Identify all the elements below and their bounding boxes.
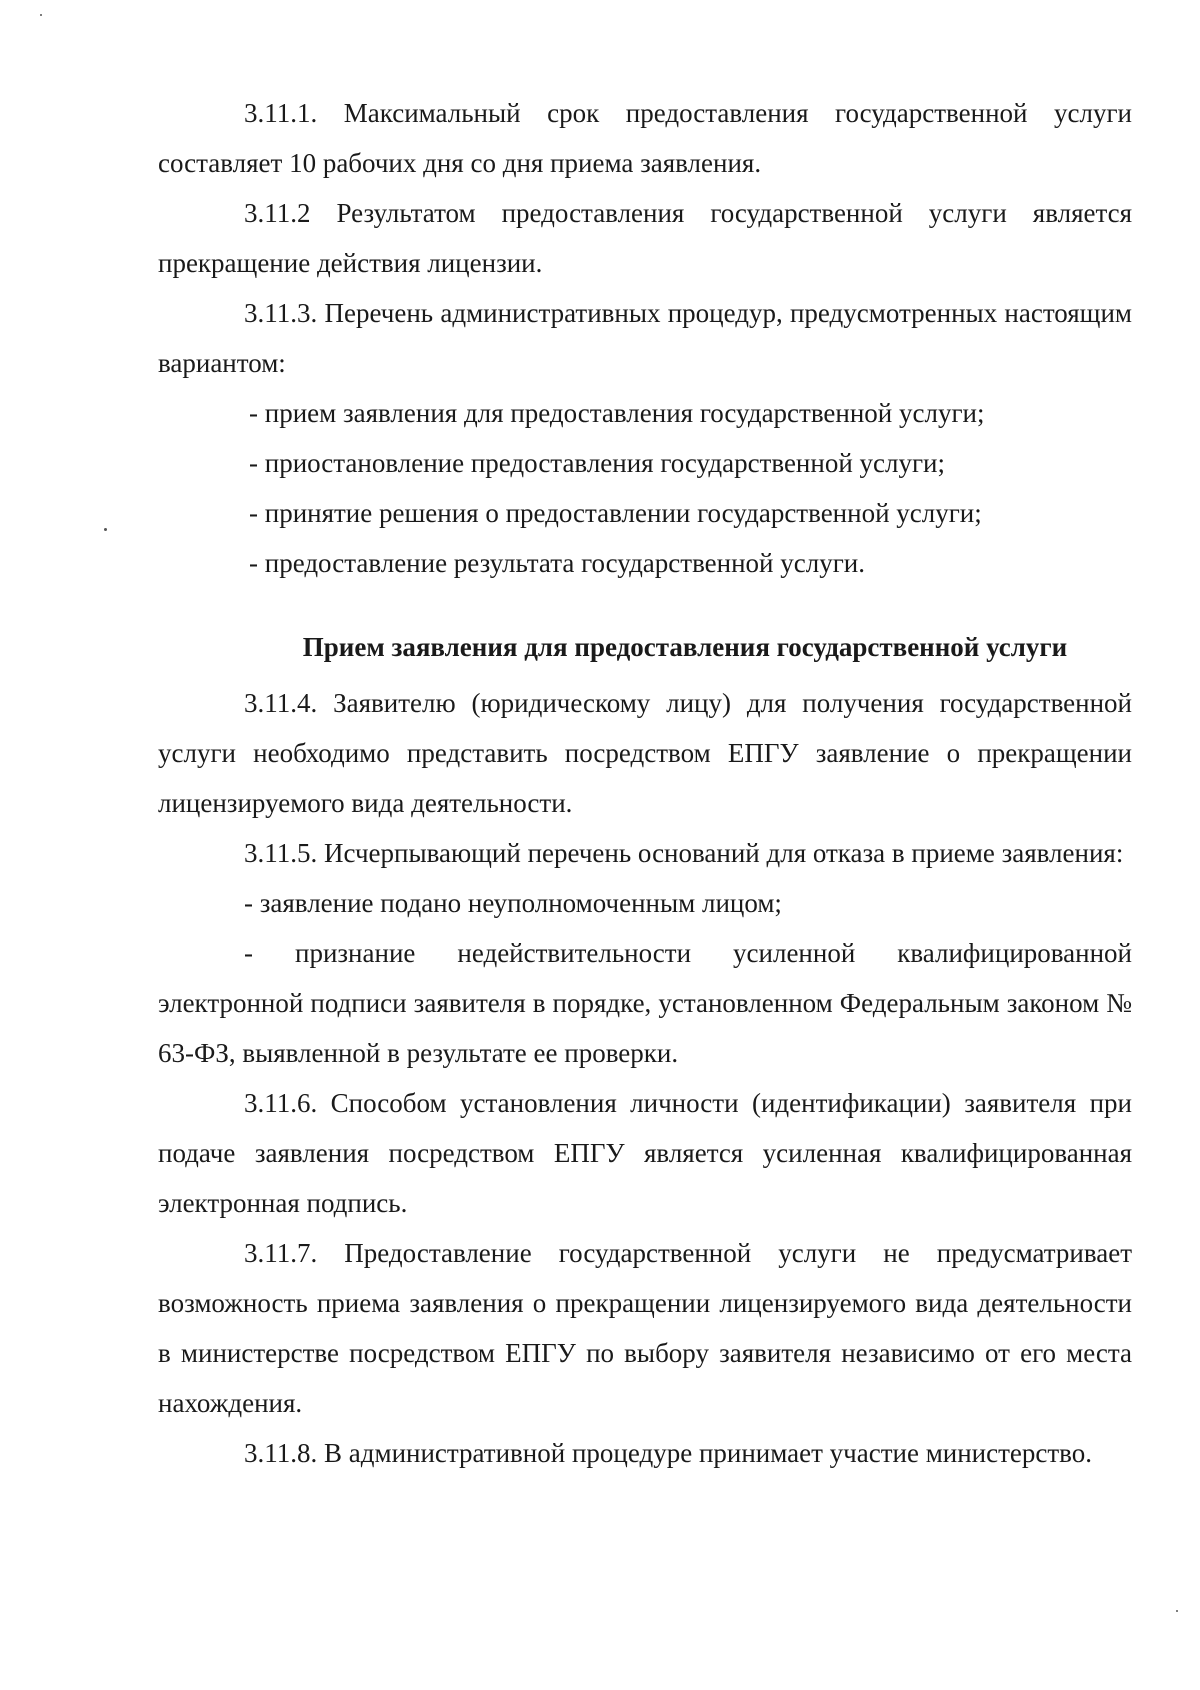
list-item: - приостановление предоставления государственной услуги; [249,448,946,478]
paragraph-3-11-3: 3.11.3. Перечень административных процедур, предусмотренных настоящим вариантом: [158,298,1132,378]
scan-speck [104,528,107,531]
list-item: - заявление подано неуполномоченным лицом; [244,888,782,918]
scan-speck [1176,1610,1178,1612]
list-item: - прием заявления для предоставления государственной услуги; [249,398,985,428]
scan-speck [40,14,42,16]
paragraph-3-11-4: 3.11.4. Заявителю (юридическому лицу) для получения государственной услуги необходимо представить посредством ЕПГУ заявление о прекращении лицензируемого вида деятельности. [158,688,1132,818]
paragraph-3-11-6: 3.11.6. Способом установления личности (идентификации) заявителя при подаче заявления посредством ЕПГУ является усиленная квалифицированная электронная подпись. [158,1088,1132,1218]
procedures-list [158,388,1132,588]
list-item: - принятие решения о предоставлении государственной услуги; [249,498,982,528]
list-item: - предоставление результата государственной услуги. [249,548,865,578]
paragraph-3-11-1: 3.11.1. Максимальный срок предоставления государственной услуги составляет 10 рабочих дня со дня приема заявления. [158,98,1132,178]
section-heading: Прием заявления для предоставления государственной услуги [302,632,1068,662]
paragraph-3-11-5: 3.11.5. Исчерпывающий перечень оснований для отказа в приеме заявления: [244,838,1124,868]
paragraph-3-11-2: 3.11.2 Результатом предоставления государственной услуги является прекращение действия лицензии. [158,198,1132,278]
list-item: - признание недействительности усиленной квалифицированной электронной подписи заявителя в порядке, установленном Федеральным законом № 63-ФЗ, выявленной в результате ее проверки. [158,938,1132,1068]
refusal-grounds-list [158,878,1132,1078]
paragraph-3-11-8: 3.11.8. В административной процедуре принимает участие министерство. [244,1438,1092,1468]
paragraph-3-11-7: 3.11.7. Предоставление государственной услуги не предусматривает возможность приема заявления о прекращении лицензируемого вида деятельности в министерстве посредством ЕПГУ по выбору заявителя независимо от его места нахождения. [158,1238,1132,1418]
